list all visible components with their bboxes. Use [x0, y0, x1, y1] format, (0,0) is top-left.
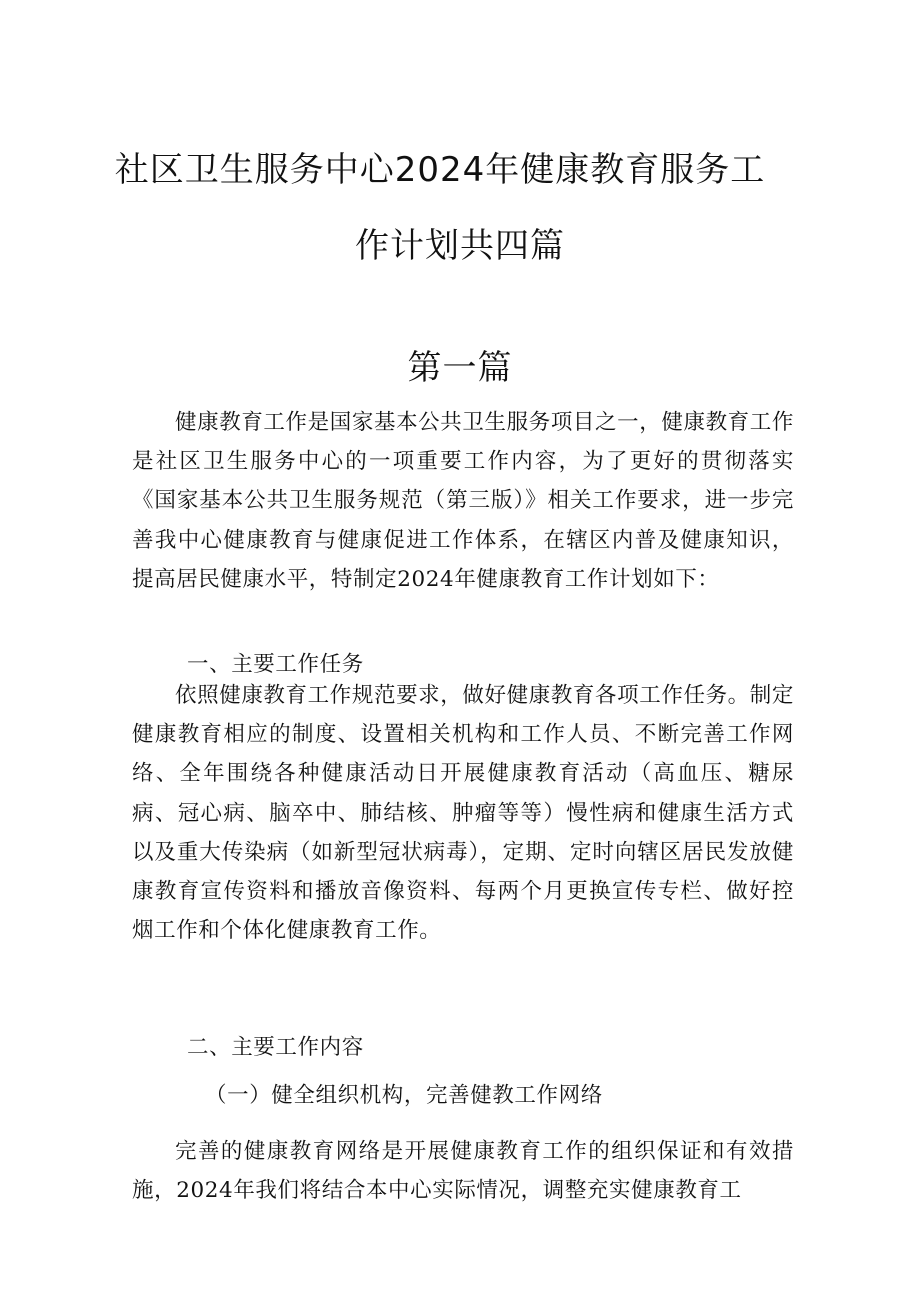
subheading-organization: （一）健全组织机构，完善健教工作网络 [205, 1083, 603, 1108]
heading-main-content: 二、主要工作内容 [187, 1035, 364, 1060]
heading-main-tasks: 一、主要工作任务 [187, 652, 364, 677]
document-title-line1: 社区卫生服务中心2024年健康教育服务工 [114, 150, 766, 190]
paragraph-network: 完善的健康教育网络是开展健康教育工作的组织保证和有效措施，2024年我们将结合本中心实际情况，调整充实健康教育工 [132, 1139, 794, 1204]
paragraph-main-tasks: 依照健康教育工作规范要求，做好健康教育各项工作任务。制定健康教育相应的制度、设置相关机构和工作人员、不断完善工作网络、全年围绕各种健康活动日开展健康教育活动（高血压、糖尿病、冠心病、脑卒中、肺结核、肿瘤等等）慢性病和健康生活方式以及重大传染病（如新型冠状病毒），定期、定时向辖区居民发放健康教育宣传资料和播放音像资料、每两个月更换宣传专栏、做好控烟工作和个体化健康教育工作。 [132, 683, 794, 944]
paragraph-intro: 健康教育工作是国家基本公共卫生服务项目之一，健康教育工作是社区卫生服务中心的一项重要工作内容，为了更好的贯彻落实《国家基本公共卫生服务规范（第三版）》相关工作要求，进一步完善我中心健康教育与健康促进工作体系，在辖区内普及健康知识，提高居民健康水平，特制定2024年健康教育工作计划如下： [132, 410, 794, 592]
section-title: 第一篇 [407, 348, 513, 388]
document-title-line2: 作计划共四篇 [355, 226, 565, 266]
